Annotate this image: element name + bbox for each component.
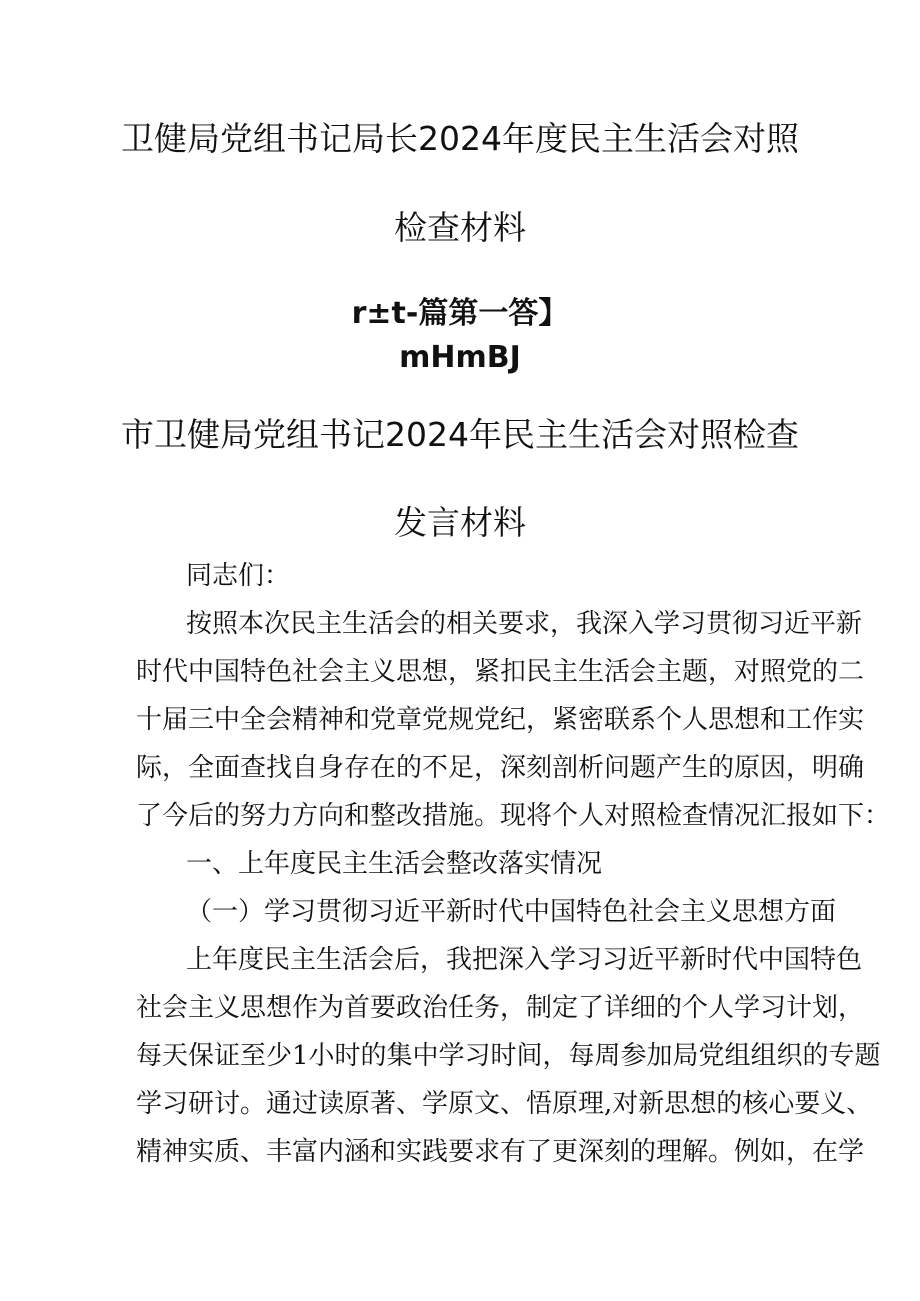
paragraph1-line: 时代中国特色社会主义思想，紧扣民主生活会主题，对照党的二 — [136, 657, 865, 687]
document-subtitle-line2: 发言材料 — [394, 503, 526, 542]
paragraph1-line: 十届三中全会精神和党章党规党纪，紧密联系个人思想和工作实 — [136, 705, 865, 735]
paragraph2-line: 社会主义思想作为首要政治任务，制定了详细的个人学习计划， — [136, 993, 865, 1023]
paragraph2-line: 每天保证至少1小时的集中学习时间，每周参加局党组组织的专题 — [136, 1041, 881, 1071]
document-title-line2: 检查材料 — [394, 208, 526, 247]
paragraph2-line: 学习研讨。通过读原著、学原文、悟原理,对新思想的核心要义、 — [136, 1089, 873, 1119]
subsection-heading: （一）学习贯彻习近平新时代中国特色社会主义思想方面 — [186, 897, 837, 927]
paragraph2-line: 上年度民主生活会后，我把深入学习习近平新时代中国特色 — [186, 945, 863, 975]
paragraph1-line: 了今后的努力方向和整改措施。现将个人对照检查情况汇报如下： — [136, 801, 891, 831]
document-title-line1: 卫健局党组书记局长2024年度民主生活会对照 — [121, 119, 799, 158]
garbled-header-line1: r±t-篇第一答】 — [351, 296, 569, 331]
paragraph1-line: 按照本次民主生活会的相关要求，我深入学习贯彻习近平新 — [186, 609, 863, 639]
paragraph2-line: 精神实质、丰富内涵和实践要求有了更深刻的理解。例如，在学 — [136, 1137, 865, 1167]
garbled-header-line2: mHmBJ — [399, 340, 521, 375]
document-subtitle-line1: 市卫健局党组书记2024年民主生活会对照检查 — [121, 415, 799, 454]
salutation: 同志们： — [186, 561, 291, 591]
paragraph1-line: 际，全面查找自身存在的不足，深刻剖析问题产生的原因，明确 — [136, 753, 865, 783]
section-heading: 一、上年度民主生活会整改落实情况 — [186, 849, 603, 879]
